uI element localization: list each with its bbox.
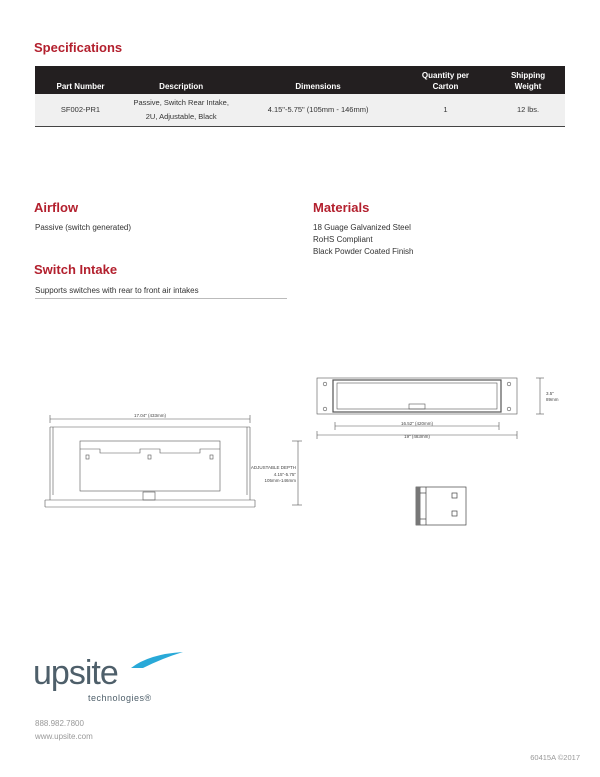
cell-description-line2: 2U, Adjustable, Black [145,112,217,121]
contact-phone: 888.982.7800 [35,719,84,728]
materials-heading: Materials [313,200,370,215]
table-row [35,94,565,127]
header-quantity-line2: Carton [432,82,459,91]
section-divider [35,298,287,299]
logo-swoosh-icon [129,650,185,670]
logo-wordmark: upsite [33,654,118,692]
front-view-drawing [315,372,560,444]
specifications-table [35,66,565,127]
contact-website: www.upsite.com [35,732,93,741]
front-height-label-2: 89mm [546,397,559,402]
header-description: Description [159,82,204,91]
header-shipping-weight [491,66,565,94]
front-inner-width-label: 16.52" (420mm) [400,421,434,426]
cell-dimensions: 4.15"-5.75" (105mm - 146mm) [236,94,399,127]
logo-subtitle: technologies® [88,693,152,703]
cell-description-line1: Passive, Switch Rear Intake, [133,98,229,107]
switch-intake-heading: Switch Intake [34,262,118,277]
header-shipping-line2: Weight [514,82,542,91]
top-width-label: 17.04" (433mm) [133,413,167,418]
cell-quantity: 1 [400,94,491,127]
header-quantity-line1: Quantity per [421,71,470,80]
airflow-text: Passive (switch generated) [35,223,132,232]
switch-intake-text: Supports switches with rear to front air intakes [35,286,199,295]
front-outer-width-label: 19" (483mm) [404,434,430,439]
specifications-heading: Specifications [34,40,123,55]
header-part-number: Part Number [56,82,105,91]
header-dimensions: Dimensions [295,82,341,91]
materials-item: 18 Guage Galvanized Steel [313,223,411,232]
side-view-drawing [412,483,472,531]
front-height-label-1: 3.5" [546,391,554,396]
materials-list [313,222,414,258]
document-number: 60415A ©2017 [530,753,580,762]
adjustable-depth-label-3: 105mm-146mm [264,478,296,483]
cell-part-number: SF002-PR1 [35,94,126,127]
top-view-drawing [40,405,310,515]
materials-item: RoHS Compliant [313,235,373,244]
header-quantity [400,66,491,94]
adjustable-depth-label-1: ADJUSTABLE DEPTH [250,465,296,470]
airflow-heading: Airflow [34,200,79,215]
adjustable-depth-label-2: 4.15"-5.75" [273,472,296,477]
cell-description [126,94,236,127]
materials-item: Black Powder Coated Finish [313,247,414,256]
cell-weight: 12 lbs. [491,94,565,127]
table-header-row [35,66,565,94]
header-shipping-line1: Shipping [510,71,546,80]
